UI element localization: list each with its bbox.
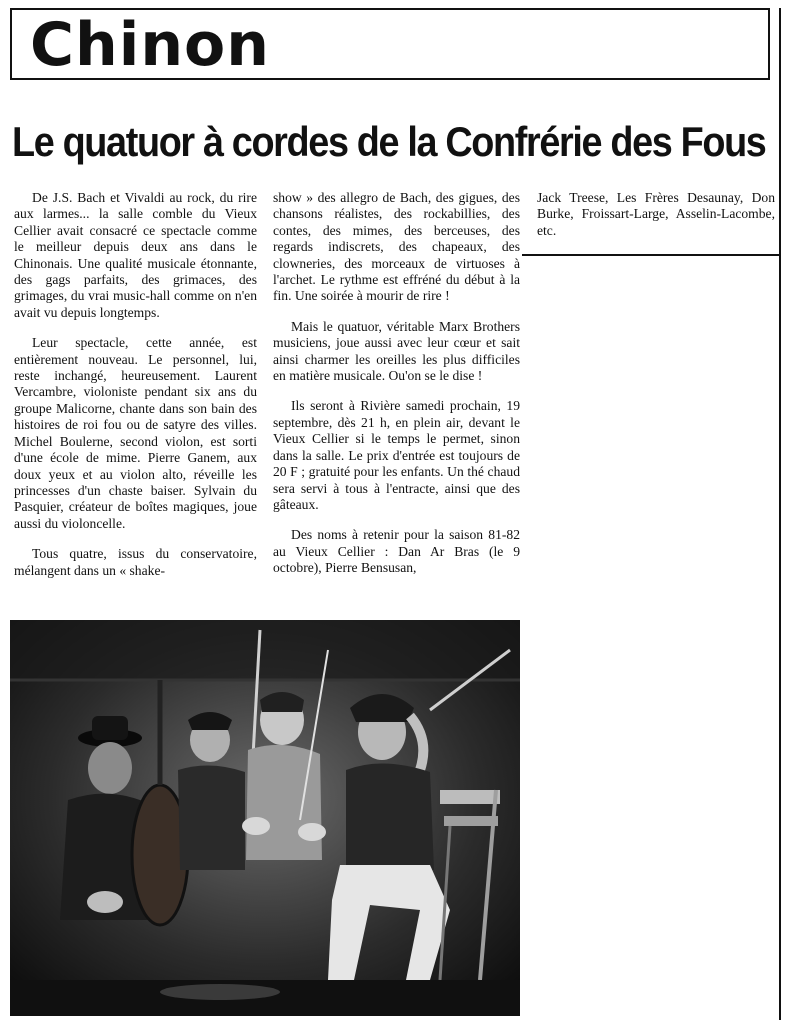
paragraph: Mais le quatuor, véritable Marx Brothers musiciens, joue aussi avec leur cœur et sait ainsi charmer les oreilles les plus difficiles en matière musicale. Ou'on se le dise ! [273, 318, 520, 384]
paragraph: Jack Treese, Les Frères Desaunay, Don Burke, Froissart-Large, Asselin-Lacombe, etc. [537, 190, 775, 238]
section-header [10, 8, 770, 80]
paragraph: Des noms à retenir pour la saison 81-82 au Vieux Cellier : Dan Ar Bras (le 9 octobre), Pierre Bensusan, [273, 527, 520, 576]
page-edge-rule [779, 8, 781, 1020]
section-title: Chinon [30, 10, 270, 80]
article-column-2 [273, 190, 520, 591]
paragraph: Leur spectacle, cette année, est entièrement nouveau. Le personnel, lui, reste inchangé, heureusement. Laurent Vercambre, violoniste pendant six ans du groupe Malicorne, chante dans son bain des histoires de roi fou ou de satyre des villes. Michel Boulerne, second violon, est sorti d'une école de mime. Pierre Ganem, aux doux yeux et au violon alto, réveille les princesses d'un chaste baiser. Sylvain du Pasquier, créateur de boîtes magiques, joue aussi du violoncelle. [14, 335, 257, 531]
article-column-3 [537, 190, 775, 253]
article-column-1 [14, 190, 257, 593]
article-headline: Le quatuor à cordes de la Confrérie des Fous [12, 118, 766, 165]
paragraph: show » des allegro de Bach, des gigues, des chansons réalistes, des rockabillies, des contes, des mimes, des berceuses, des regards indiscrets, des chapeaux, des clowneries, des morceaux de virtuoses à l'archet. Le rythme est effréné du début à la fin. Une soirée à mourir de rire ! [273, 190, 520, 304]
paragraph: De J.S. Bach et Vivaldi au rock, du rire aux larmes... la salle comble du Vieux Cellier avait consacré ce spectacle comme le meilleur depuis deux ans dans le Chinonais. Une qualité musicale étonnante, des gags parfaits, des grimaces, des grimages, du vrai music-hall comme on n'en avait vu depuis longtemps. [14, 190, 257, 320]
paragraph: Ils seront à Rivière samedi prochain, 19 septembre, dès 21 h, en plein air, devant le Vieux Cellier si le temps le permet, sinon dans la salle. Le prix d'entrée est toujours de 20 F ; gratuité pour les enfants. Un thé chaud sera servi à tous à l'entracte, ainsi que des gâteaux. [273, 398, 520, 512]
band-photo-icon [10, 620, 520, 1016]
column-divider [522, 254, 780, 256]
paragraph: Tous quatre, issus du conservatoire, mélangent dans un « shake- [14, 546, 257, 578]
